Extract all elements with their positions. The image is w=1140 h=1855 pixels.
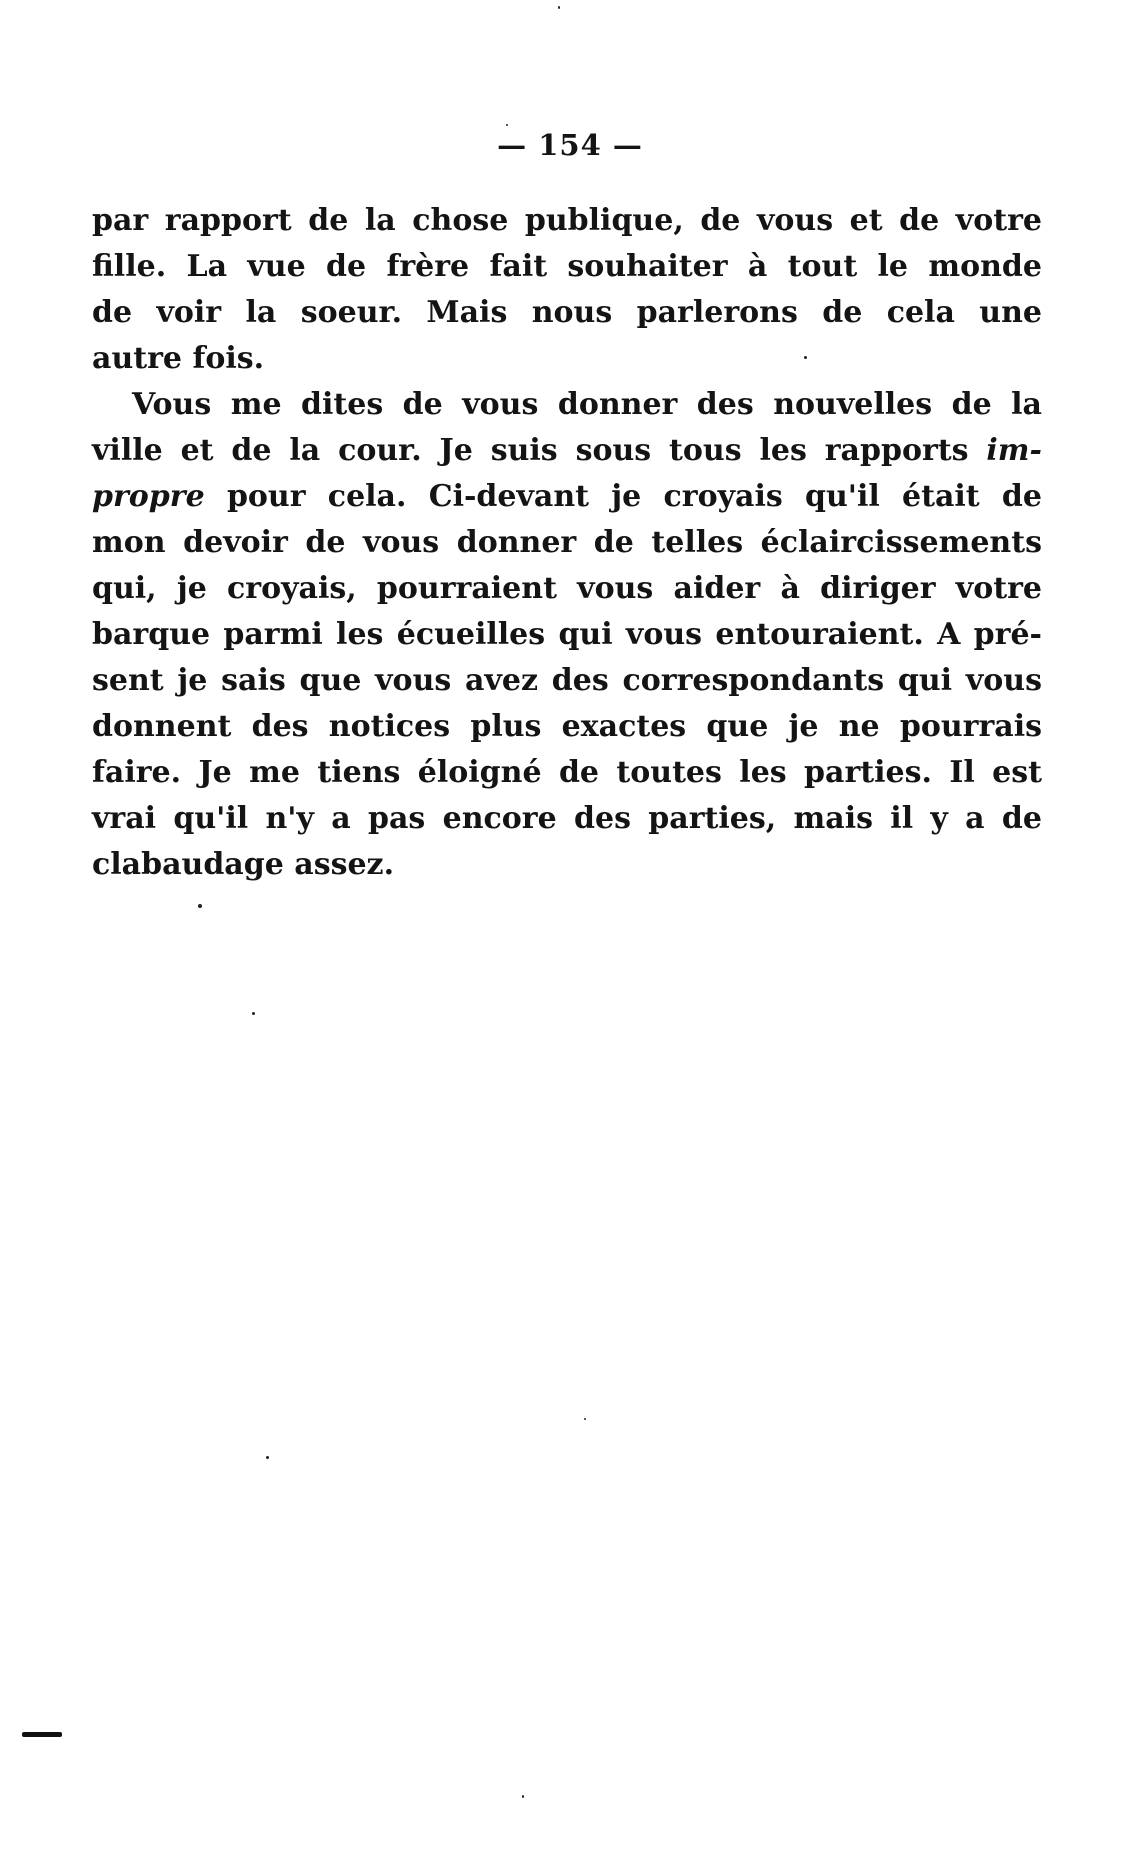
- scan-speck: [522, 1795, 524, 1798]
- text-run: pour cela. Ci-devant je croyais qu'il était de: [226, 479, 1042, 514]
- text-run: ville et de la cour. Je suis sous tous les rapports: [92, 433, 969, 468]
- text-line: mon devoir de vous donner de telles éclaircissements: [92, 525, 1042, 560]
- text-line: [92, 474, 1042, 520]
- text-line: de voir la soeur. Mais nous parlerons de cela une: [92, 295, 1042, 330]
- italic-word: propre: [92, 479, 205, 514]
- scan-speck: [506, 124, 508, 126]
- scan-speck: [198, 904, 202, 908]
- text-line: barque parmi les écueilles qui vous entouraient. A pré-: [92, 617, 1042, 652]
- text-line: sent je sais que vous avez des correspondants qui vous: [92, 663, 1042, 698]
- scan-speck: [584, 1418, 586, 1420]
- italic-word: im-: [986, 433, 1042, 468]
- page-body: [92, 198, 1042, 888]
- scan-speck: [558, 6, 560, 9]
- text-line: par rapport de la chose publique, de vous et de votre: [92, 203, 1042, 238]
- text-line: [92, 428, 1042, 474]
- text-line: autre fois.: [92, 341, 265, 376]
- scan-speck: [266, 1456, 269, 1459]
- text-line: donnent des notices plus exactes que je ne pourrais: [92, 709, 1042, 744]
- margin-dash-mark: [22, 1732, 62, 1737]
- page-number: — 154 —: [497, 128, 643, 162]
- text-line: clabaudage assez.: [92, 847, 395, 882]
- text-line: Vous me dites de vous donner des nouvelles de la: [132, 387, 1042, 422]
- scan-speck: [252, 1012, 255, 1015]
- text-line: fille. La vue de frère fait souhaiter à tout le monde: [92, 249, 1042, 284]
- text-line: vrai qu'il n'y a pas encore des parties, mais il y a de: [92, 801, 1042, 836]
- text-line: faire. Je me tiens éloigné de toutes les parties. Il est: [92, 755, 1042, 790]
- text-line: qui, je croyais, pourraient vous aider à diriger votre: [92, 571, 1042, 606]
- scan-speck: [804, 356, 807, 359]
